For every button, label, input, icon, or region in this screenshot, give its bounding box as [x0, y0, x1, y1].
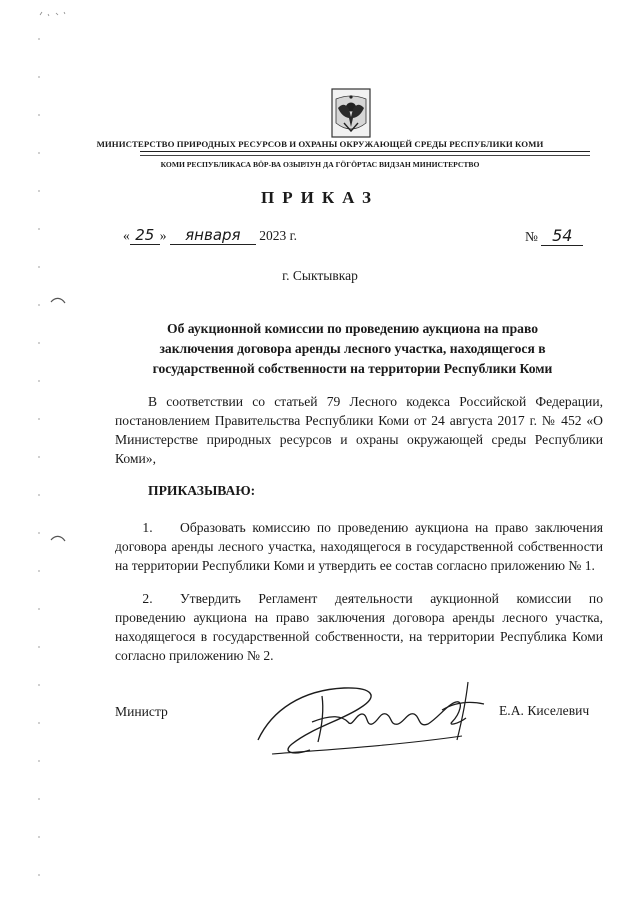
hole-punch-mark-icon [50, 296, 66, 306]
number-value-handwritten: 54 [541, 226, 583, 246]
order-item-number: 1. [142, 520, 153, 535]
order-city: г. Сыктывкар [282, 268, 358, 283]
order-item-number: 2. [142, 591, 153, 606]
header-rule-thin [140, 155, 590, 156]
handwritten-signature-icon [252, 670, 502, 760]
coat-of-arms-komi-icon [330, 87, 372, 139]
order-item-text: Утвердить Регламент деятельности аукционной комиссии по проведению аукциона на право заключения договора аренды лесного участка, находящегося в государственной собственности, на территории Республика Коми согласно приложению № 2. [115, 591, 603, 663]
order-date [123, 226, 297, 245]
date-open-quote: « [123, 228, 130, 243]
order-subject: Об аукционной комиссии по проведению аукциона на право заключения договора аренды лесного участка, находящегося в государственной собственности на территории Республики Коми [152, 321, 553, 376]
signatory-name: Е.А. Киселевич [499, 703, 590, 718]
order-title: ПРИКАЗ [261, 188, 379, 207]
number-prefix: № [525, 229, 538, 244]
order-item-text: Образовать комиссию по проведению аукциона на право заключения договора аренды лесного участка, находящегося в государственной собственности на территории Республики Коми и утвердить ее состав согласно приложению № 1. [115, 520, 603, 573]
date-day-handwritten: 25 [130, 226, 160, 245]
order-item [115, 589, 603, 665]
scan-corner-speck-icon [38, 10, 68, 18]
order-item [115, 518, 603, 575]
date-close-quote: » [159, 228, 167, 243]
date-year: 2023 г. [259, 228, 298, 243]
scan-margin-dots [36, 20, 42, 900]
signatory-title: Министр [115, 704, 168, 719]
order-verb: ПРИКАЗЫВАЮ: [148, 483, 256, 498]
order-number [525, 226, 583, 246]
date-month-handwritten: января [170, 226, 256, 245]
order-preamble: В соответствии со статьей 79 Лесного кодекса Российской Федерации, постановлением Правительства Республики Коми от 24 августа 2017 г. № 452 «О Министерстве природных ресурсов и охраны окружающей среды Республики Коми», [115, 394, 603, 466]
ministry-name-russian: МИНИСТЕРСТВО ПРИРОДНЫХ РЕСУРСОВ И ОХРАНЫ ОКРУЖАЮЩЕЙ СРЕДЫ РЕСПУБЛИКИ КОМИ [96, 139, 544, 149]
header-rule-thick [140, 151, 590, 152]
ministry-name-komi: КОМИ РЕСПУБЛИКАСА ВӦР-ВА ОЗЫРЛУН ДА ГӦГӦРТАС ВИДЗАН МИНИСТЕРСТВО [160, 160, 480, 169]
hole-punch-mark-icon [50, 534, 66, 544]
